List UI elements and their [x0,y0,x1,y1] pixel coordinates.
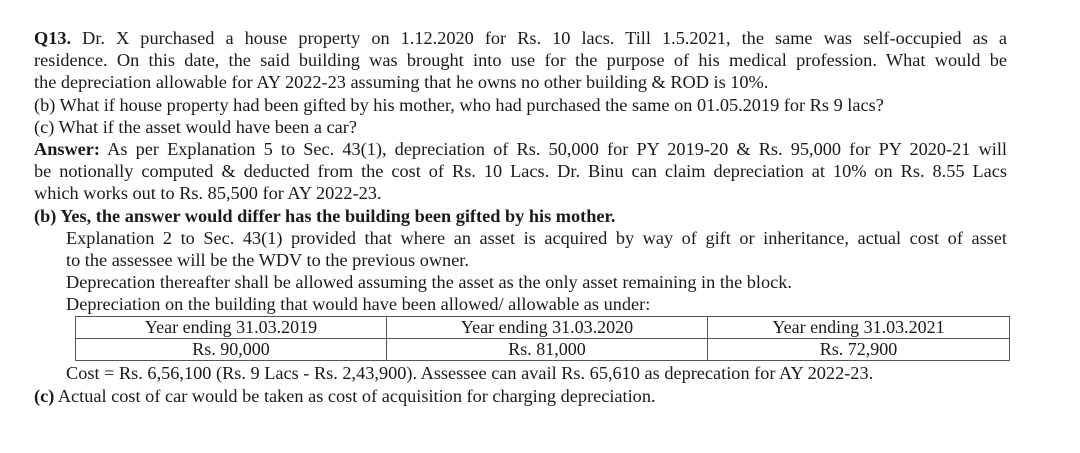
question-line-2: residence. On this date, the said building was brought into use for the purpose of his medical profession. What would be [34,50,1007,71]
question-text: Dr. X purchased a house property on 1.12.2020 for Rs. 10 lacs. Till 1.5.2021, the same was self-occupied as a [82,28,1007,48]
answer-b-line-1: Explanation 2 to Sec. 43(1) provided that where an asset is acquired by way of gift or inheritance, actual cost of asset [66,227,1007,248]
question-part-b: (b) What if house property had been gifted by his mother, who had purchased the same on 01.05.2019 for Rs 9 lacs? [34,94,884,115]
answer-b-heading-text: (b) Yes, the answer would differ has the building been gifted by his mother. [34,205,616,226]
question-part-c: (c) What if the asset would have been a car? [34,116,357,137]
table-header-cell: Year ending 31.03.2019 [76,317,387,339]
depreciation-table [75,316,1010,361]
question-label: Q13. [34,28,72,48]
answer-c-label: (c) [34,385,55,406]
answer-line-3: which works out to Rs. 85,500 for AY 2022-23. [34,183,382,204]
answer-label: Answer: [34,138,101,159]
table-header-cell: Year ending 31.03.2020 [387,317,708,339]
answer-b-line-4: Depreciation on the building that would have been allowed/ allowable as under: [66,294,651,315]
answer-text: As per Explanation 5 to Sec. 43(1), depreciation of Rs. 50,000 for PY 2019-20 & Rs. 95,000 for PY 2020-21 will [107,138,1007,159]
table-cell: Rs. 81,000 [387,339,708,361]
table-row [76,339,1010,361]
table-header-cell: Year ending 31.03.2021 [708,317,1010,339]
table-cell: Rs. 72,900 [708,339,1010,361]
answer-b-heading [34,205,1007,227]
table-cell: Rs. 90,000 [76,339,387,361]
answer-line-1 [34,138,1007,160]
answer-part-c [34,385,1007,407]
table-header-row [76,317,1010,339]
question-line-3: the depreciation allowable for AY 2022-23 assuming that he owns no other building & ROD is 10%. [34,72,769,93]
answer-b-line-3: Deprecation thereafter shall be allowed assuming the asset as the only asset remaining in the block. [66,272,792,293]
question-line-1 [34,27,1007,49]
answer-b-line-2: to the assessee will be the WDV to the previous owner. [66,249,469,270]
answer-c-text: Actual cost of car would be taken as cost of acquisition for charging depreciation. [57,385,656,406]
document [34,27,1007,407]
cost-line: Cost = Rs. 6,56,100 (Rs. 9 Lacs - Rs. 2,43,900). Assessee can avail Rs. 65,610 as deprecation for AY 2022-23. [66,363,874,384]
answer-line-2: be notionally computed & deducted from the cost of Rs. 10 Lacs. Dr. Binu can claim depreciation at 10% on Rs. 8.55 Lacs [34,161,1007,182]
